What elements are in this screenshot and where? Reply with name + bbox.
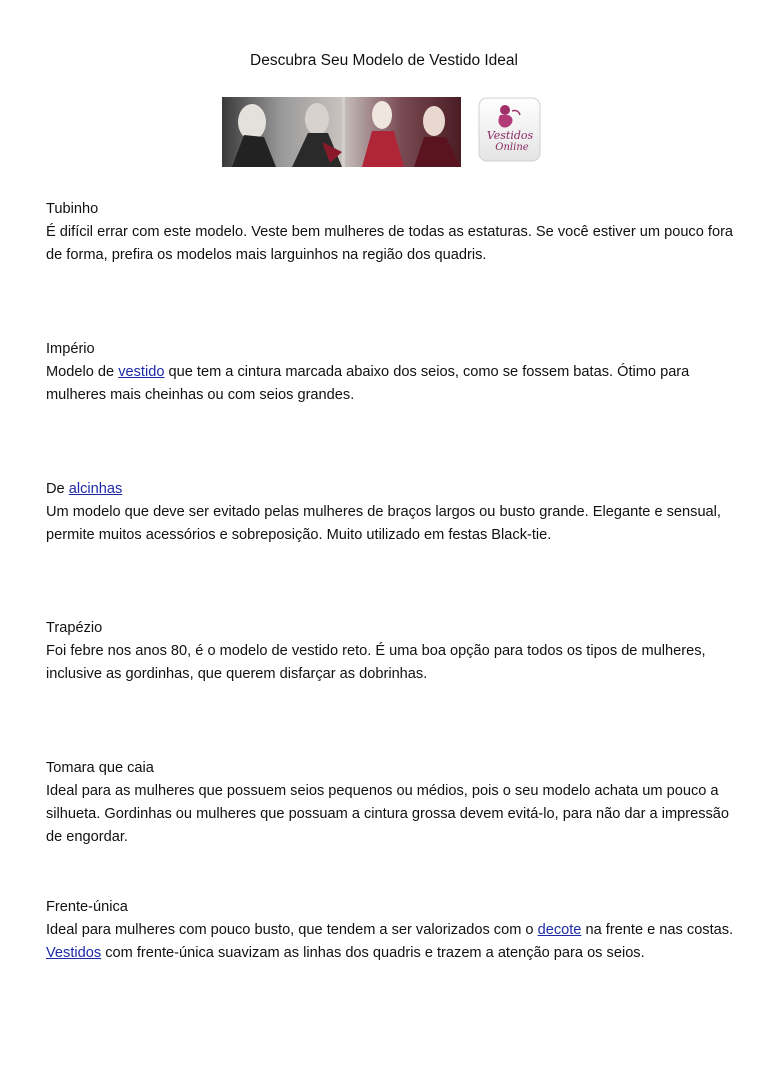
section-heading: Império	[46, 341, 95, 357]
section-frente-unica	[46, 896, 736, 965]
link-vestido[interactable]: vestido	[118, 364, 165, 380]
svg-text:Online: Online	[495, 142, 529, 153]
section-imperio	[46, 338, 736, 407]
section-heading: Tubinho	[46, 201, 99, 217]
svg-text:Vestidos: Vestidos	[486, 129, 534, 142]
section-heading: De alcinhas	[46, 481, 123, 497]
section-body: Ideal para as mulheres que possuem seios pequenos ou médios, pois o seu modelo achata um pouco a silhueta. Gordinhas ou mulheres que possuam a cintura grossa devem evitá-lo, para não dar a impressão de engordar.	[46, 783, 730, 845]
link-decote[interactable]: decote	[537, 922, 582, 938]
section-heading: Tomara que caia	[46, 760, 154, 776]
section-body: Foi febre nos anos 80, é o modelo de vestido reto. É uma boa opção para todos os tipos de mulheres, inclusive as gordinhas, que querem disfarçar as dobrinhas.	[46, 643, 706, 682]
banner-image	[222, 97, 461, 167]
section-heading: Frente-única	[46, 899, 128, 915]
section-trapezio	[46, 617, 736, 686]
section-body: Um modelo que deve ser evitado pelas mulheres de braços largos ou busto grande. Elegante e sensual, permite muitos acessórios e sobreposição. Muito utilizado em festas Black-tie.	[46, 504, 721, 543]
page-title: Descubra Seu Modelo de Vestido Ideal	[250, 52, 518, 69]
section-alcinhas	[46, 478, 736, 547]
section-body: Modelo de vestido que tem a cintura marcada abaixo dos seios, como se fossem batas. Ótimo para mulheres mais cheinhas ou com seios grandes.	[46, 364, 690, 403]
section-body: É difícil errar com este modelo. Veste bem mulheres de todas as estaturas. Se você estiver um pouco fora de forma, prefira os modelos mais larguinhos na região dos quadris.	[46, 224, 734, 263]
section-heading: Trapézio	[46, 620, 103, 636]
vestidos-online-logo	[478, 97, 542, 163]
section-body: Ideal para mulheres com pouco busto, que tendem a ser valorizados com o decote na frente e nas costas. Vestidos com frente-única suavizam as linhas dos quadris e trazem a atenção para os seios.	[46, 922, 734, 961]
link-vestidos[interactable]: Vestidos	[46, 945, 102, 961]
section-tomara-que-caia	[46, 757, 736, 849]
link-alcinhas[interactable]: alcinhas	[68, 481, 123, 497]
section-tubinho	[46, 198, 736, 267]
